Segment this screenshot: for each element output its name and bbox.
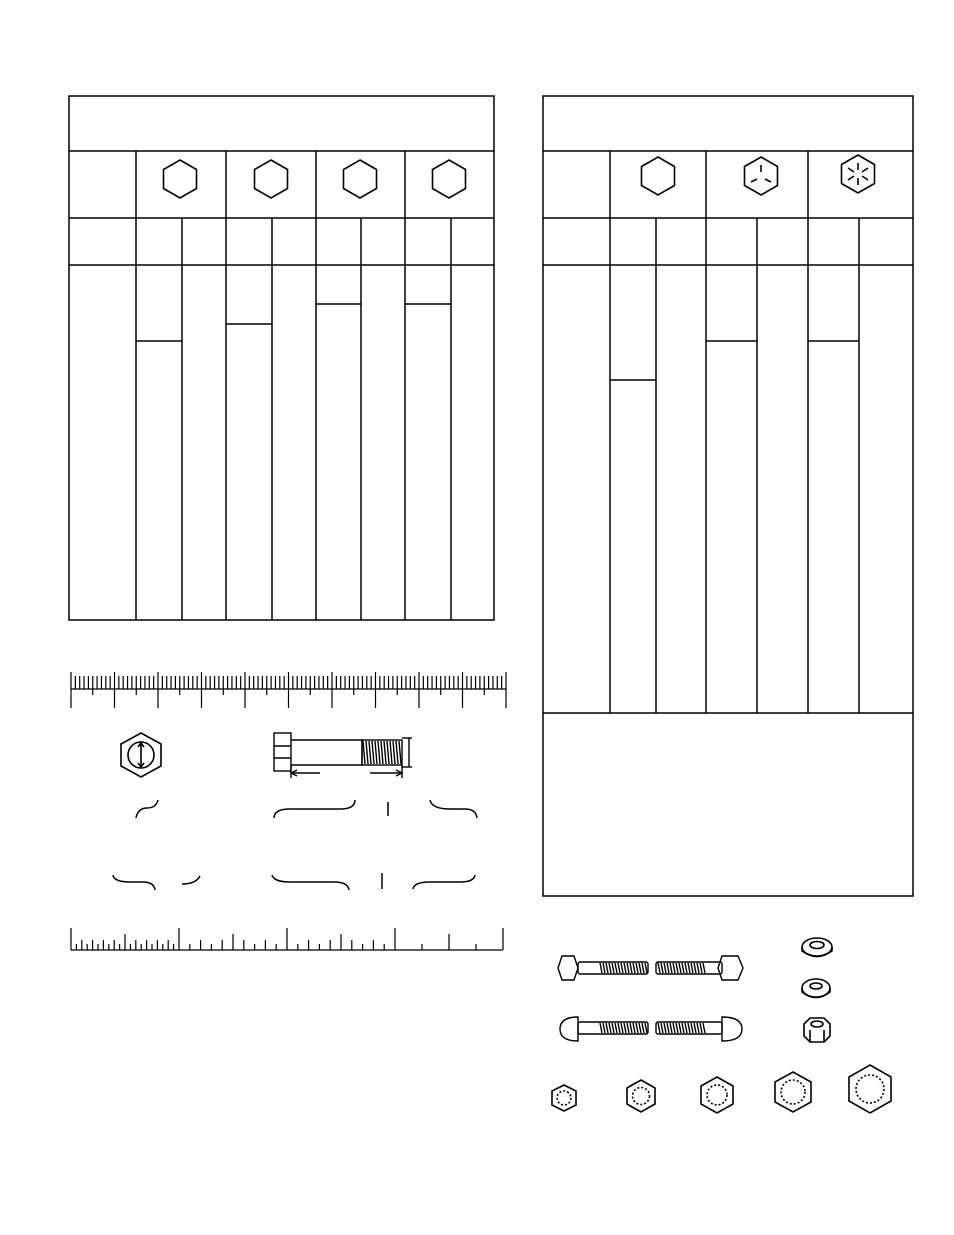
thread-line	[624, 963, 626, 973]
thread-line	[366, 741, 368, 764]
thread-line	[378, 741, 380, 764]
thread-line	[381, 741, 383, 764]
thread-line	[661, 1023, 663, 1033]
thread-line	[609, 1023, 611, 1033]
thread-line	[603, 1023, 605, 1033]
hex-nut-size-3-icon	[701, 1077, 733, 1113]
thread-line	[363, 741, 365, 764]
thread-line	[606, 963, 608, 973]
thread-line	[606, 1023, 608, 1033]
thread-line	[661, 963, 663, 973]
right-torque-table	[543, 96, 913, 896]
thread-line	[703, 1023, 705, 1033]
bolt-length-diagram-icon	[274, 733, 412, 778]
thread-line	[384, 741, 386, 764]
thread-line	[621, 963, 623, 973]
thread-line	[658, 1023, 660, 1033]
thread-line	[697, 1023, 699, 1033]
lock-washer-icon	[802, 979, 830, 998]
thread-line	[399, 741, 401, 764]
thread-line	[700, 963, 702, 973]
thread-line	[375, 741, 377, 764]
hex-nut-sizes	[552, 1065, 891, 1113]
thread-line	[685, 963, 687, 973]
thread-line	[667, 963, 669, 973]
thread-line	[645, 963, 647, 973]
thread-line	[673, 1023, 675, 1033]
thread-line	[703, 963, 705, 973]
thread-line	[691, 1023, 693, 1033]
hex-nut-size-1-icon	[552, 1085, 576, 1111]
thread-line	[387, 741, 389, 764]
hex-head-plain-icon	[642, 157, 675, 195]
thread-line	[639, 1023, 641, 1033]
thread-line	[697, 963, 699, 973]
hex-head-icon	[255, 160, 288, 198]
hex-nut-size-4-icon	[775, 1072, 811, 1112]
thread-line	[372, 741, 374, 764]
thread-line	[664, 1023, 666, 1033]
inch-ruler	[71, 672, 506, 708]
thread-line	[630, 1023, 632, 1033]
thread-line	[396, 741, 398, 764]
thread-line	[694, 963, 696, 973]
thread-line	[667, 1023, 669, 1033]
metric-ruler	[71, 928, 503, 950]
thread-line	[633, 963, 635, 973]
thread-line	[642, 963, 644, 973]
thread-line	[685, 1023, 687, 1033]
thread-line	[658, 963, 660, 973]
hex-nut-size-5-icon	[849, 1065, 891, 1113]
thread-line	[612, 963, 614, 973]
right-table-header-icons	[642, 155, 875, 195]
thread-line	[691, 963, 693, 973]
thread-line	[636, 963, 638, 973]
carriage-bolt-icon	[560, 1017, 742, 1041]
thread-line	[673, 963, 675, 973]
thread-line	[664, 963, 666, 973]
bolt-head-diameter-icon	[121, 733, 161, 777]
thread-line	[688, 963, 690, 973]
thread-line	[627, 1023, 629, 1033]
thread-line	[369, 741, 371, 764]
thread-line	[615, 1023, 617, 1033]
hex-nut-size-2-icon	[627, 1080, 655, 1112]
measurement-brackets	[113, 800, 477, 890]
thread-line	[676, 1023, 678, 1033]
thread-line	[630, 963, 632, 973]
thread-line	[624, 1023, 626, 1033]
hex-nut-icon	[804, 1018, 830, 1042]
thread-line	[393, 741, 395, 764]
hex-head-3-line-icon	[745, 157, 778, 195]
thread-line	[612, 1023, 614, 1033]
thread-line	[627, 963, 629, 973]
thread-line	[618, 963, 620, 973]
thread-line	[618, 1023, 620, 1033]
thread-line	[636, 1023, 638, 1033]
thread-line	[700, 1023, 702, 1033]
hex-head-icon	[344, 160, 377, 198]
hex-head-icon	[164, 160, 197, 198]
thread-line	[679, 963, 681, 973]
hex-head-icon	[433, 160, 466, 198]
thread-line	[600, 963, 602, 973]
thread-line	[688, 1023, 690, 1033]
thread-line	[633, 1023, 635, 1033]
hex-bolt-icon	[558, 956, 743, 980]
flat-washer-icon	[802, 938, 832, 957]
hex-head-6-line-icon	[842, 155, 875, 193]
thread-line	[390, 741, 392, 764]
thread-line	[600, 1023, 602, 1033]
left-torque-table	[69, 96, 494, 620]
thread-line	[621, 1023, 623, 1033]
thread-line	[679, 1023, 681, 1033]
thread-line	[642, 1023, 644, 1033]
thread-line	[676, 963, 678, 973]
thread-line	[609, 963, 611, 973]
left-table-header-icons	[164, 160, 466, 198]
thread-line	[603, 963, 605, 973]
thread-line	[694, 1023, 696, 1033]
thread-line	[639, 963, 641, 973]
thread-line	[615, 963, 617, 973]
thread-line	[645, 1023, 647, 1033]
thread-line	[670, 963, 672, 973]
thread-line	[682, 1023, 684, 1033]
thread-line	[670, 1023, 672, 1033]
thread-line	[682, 963, 684, 973]
